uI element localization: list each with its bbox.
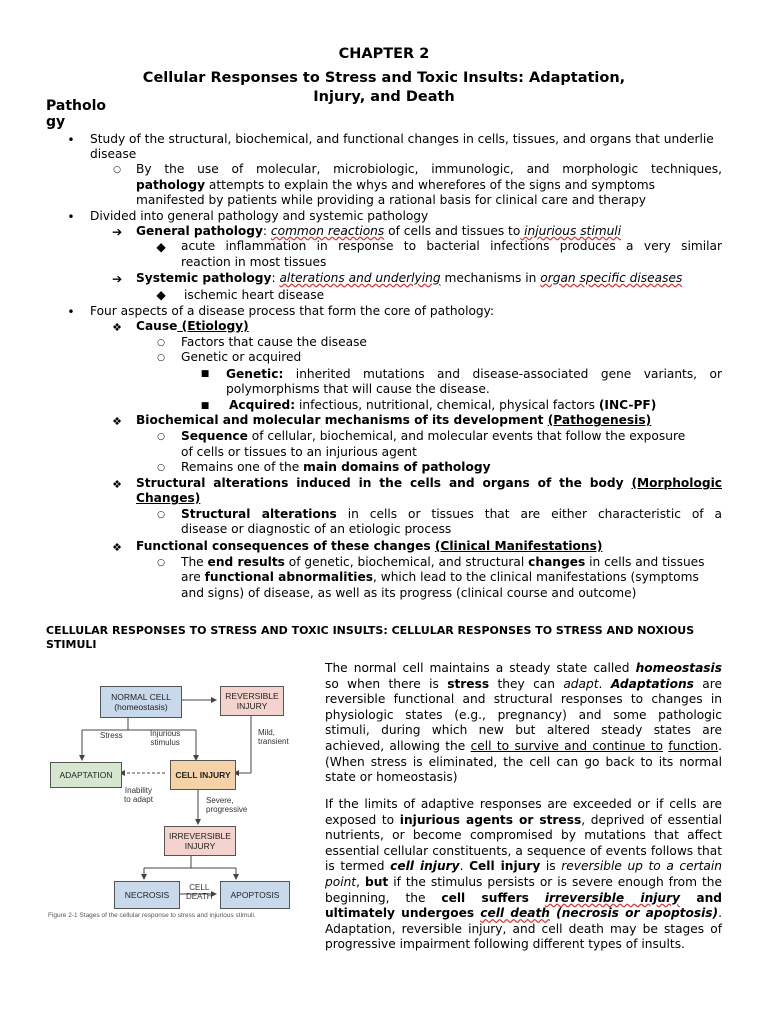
reversible-injury-box: REVERSIBLE INJURY xyxy=(220,686,284,716)
list-item: Genetic or acquired xyxy=(181,350,302,364)
star-diamond-bullet-icon: ❖ xyxy=(112,541,122,554)
list-item: and signs) of disease, as well as its progress (clinical course and outcome) xyxy=(181,586,637,600)
page-title-line1: Cellular Responses to Stress and Toxic Insults: Adaptation, xyxy=(142,70,626,86)
diamond-bullet-icon: ◆ xyxy=(156,240,166,254)
list-item: Structural alterations induced in the cells and organs of the body (Morphologic xyxy=(136,476,722,490)
list-item: Biochemical and molecular mechanisms of its development (Pathogenesis) xyxy=(136,413,652,427)
list-item: reaction in most tissues xyxy=(181,255,327,269)
star-diamond-bullet-icon: ❖ xyxy=(112,478,122,491)
inability-label: Inability to adapt xyxy=(124,786,153,804)
list-item: polymorphisms that will cause the disease. xyxy=(226,382,490,396)
list-item: Study of the structural, biochemical, and functional changes in cells, tissues, and organs that underlie xyxy=(90,132,714,146)
list-item: disease xyxy=(90,147,137,161)
circle-bullet-icon: ○ xyxy=(113,165,121,175)
normal-cell-box: NORMAL CELL (homeostasis) xyxy=(100,686,182,718)
list-item: manifested by patients while providing a rational basis for clinical care and therapy xyxy=(136,193,646,207)
list-item: Acquired: infectious, nutritional, chemical, physical factors (INC-PF) xyxy=(229,398,657,412)
circle-bullet-icon: ○ xyxy=(157,463,165,473)
bullet-dot: • xyxy=(67,133,75,147)
list-item: Systemic pathology: alterations and underlying mechanisms in organ specific diseases xyxy=(136,271,683,285)
circle-bullet-icon: ○ xyxy=(157,510,165,520)
list-item: Four aspects of a disease process that form the core of pathology: xyxy=(90,304,495,318)
circle-bullet-icon: ○ xyxy=(157,353,165,363)
list-item: disease or diagnostic of an etiologic process xyxy=(181,522,452,536)
severe-progressive-label: Severe, progressive xyxy=(206,796,248,814)
paragraph-cell-injury: If the limits of adaptive responses are exceeded or if cells are exposed to injurious agents or stress, deprived of essential nutrients, or become compromised by mutations that affect essential cellular constituents, a sequence of events follows that is termed cell injury. Cell injury is reversible up to a certain point, but if the stimulus persists or is severe enough from the beginning, the cell suffers irreversible injury and ultimately undergoes cell death (necrosis or apoptosis). Adaptation, reversible injury, and cell death may be stages of progressive impairment following different types of insults. xyxy=(325,797,723,952)
list-item: are functional abnormalities, which lead to the clinical manifestations (symptoms xyxy=(181,570,699,584)
list-item: Functional consequences of these changes (Clinical Manifestations) xyxy=(136,539,603,553)
list-item: Changes) xyxy=(136,491,201,505)
star-diamond-bullet-icon: ❖ xyxy=(112,415,122,428)
square-bullet-icon: ■ xyxy=(200,369,210,379)
cell-response-diagram xyxy=(46,672,306,927)
list-item: Factors that cause the disease xyxy=(181,335,367,349)
circle-bullet-icon: ○ xyxy=(157,432,165,442)
star-diamond-bullet-icon: ❖ xyxy=(112,321,122,334)
cell-injury-box: CELL INJURY xyxy=(170,760,236,790)
bullet-dot: • xyxy=(67,305,75,319)
stress-label: Stress xyxy=(100,731,123,740)
paragraph-adaptation: The normal cell maintains a steady state called homeostasis so when there is stress they can adapt. Adaptations are reversible functional and structural responses to changes in physiologic states (e.g., pregnancy) and some pathologic stimuli, during which new but altered steady states are achieved, allowing the cell to survive and continue to function. (When stress is eliminated, the cell can go back to its normal state or homeostasis) xyxy=(325,661,722,785)
list-item: Remains one of the main domains of pathology xyxy=(181,460,491,474)
list-item: Divided into general pathology and systemic pathology xyxy=(90,209,429,223)
cell-death-label: CELL DEATH xyxy=(186,883,213,901)
list-item: acute inflammation in response to bacterial infections produces a very similar xyxy=(181,239,722,253)
list-item: ischemic heart disease xyxy=(184,288,325,302)
list-item: Sequence of cellular, biochemical, and molecular events that follow the exposure xyxy=(181,429,686,443)
injurious-stimulus-label: Injurious stimulus xyxy=(150,729,181,747)
list-item: Structural alterations in cells or tissues that are either characteristic of a xyxy=(181,507,722,521)
bullet-dot: • xyxy=(67,210,75,224)
circle-bullet-icon: ○ xyxy=(157,338,165,348)
list-item: Genetic: inherited mutations and disease-associated gene variants, or xyxy=(226,367,722,381)
side-heading: Patholo gy xyxy=(46,98,107,130)
list-item: The end results of genetic, biochemical, and structural changes in cells and tissues xyxy=(181,555,705,569)
list-item: pathology attempts to explain the whys and wherefores of the signs and symptoms xyxy=(136,178,656,192)
list-item: of cells or tissues to an injurious agent xyxy=(181,445,417,459)
irreversible-injury-box: IRREVERSIBLE INJURY xyxy=(164,826,236,856)
circle-bullet-icon: ○ xyxy=(157,558,165,568)
chapter-label: CHAPTER 2 xyxy=(338,46,430,62)
page-title-line2: Injury, and Death xyxy=(313,89,455,105)
list-item: By the use of molecular, microbiologic, immunologic, and morphologic techniques, xyxy=(136,162,722,176)
section-heading: CELLULAR RESPONSES TO STRESS AND TOXIC INSULTS: CELLULAR RESPONSES TO STRESS AND NOXIOUS STIMULI xyxy=(46,624,695,651)
arrow-bullet-icon: ➔ xyxy=(112,272,123,286)
arrow-bullet-icon: ➔ xyxy=(112,225,123,239)
diamond-bullet-icon: ◆ xyxy=(156,288,166,302)
necrosis-box: NECROSIS xyxy=(114,881,180,909)
figure-caption: Figure 2-1 Stages of the cellular response to stress and injurious stimuli. xyxy=(48,912,256,919)
mild-transient-label: Mild, transient xyxy=(258,728,289,746)
list-item: General pathology: common reactions of cells and tissues to injurious stimuli xyxy=(136,224,622,238)
square-bullet-icon: ■ xyxy=(200,401,210,411)
list-item: Cause (Etiology) xyxy=(136,319,249,333)
adaptation-box: ADAPTATION xyxy=(50,762,122,788)
apoptosis-box: APOPTOSIS xyxy=(220,881,290,909)
